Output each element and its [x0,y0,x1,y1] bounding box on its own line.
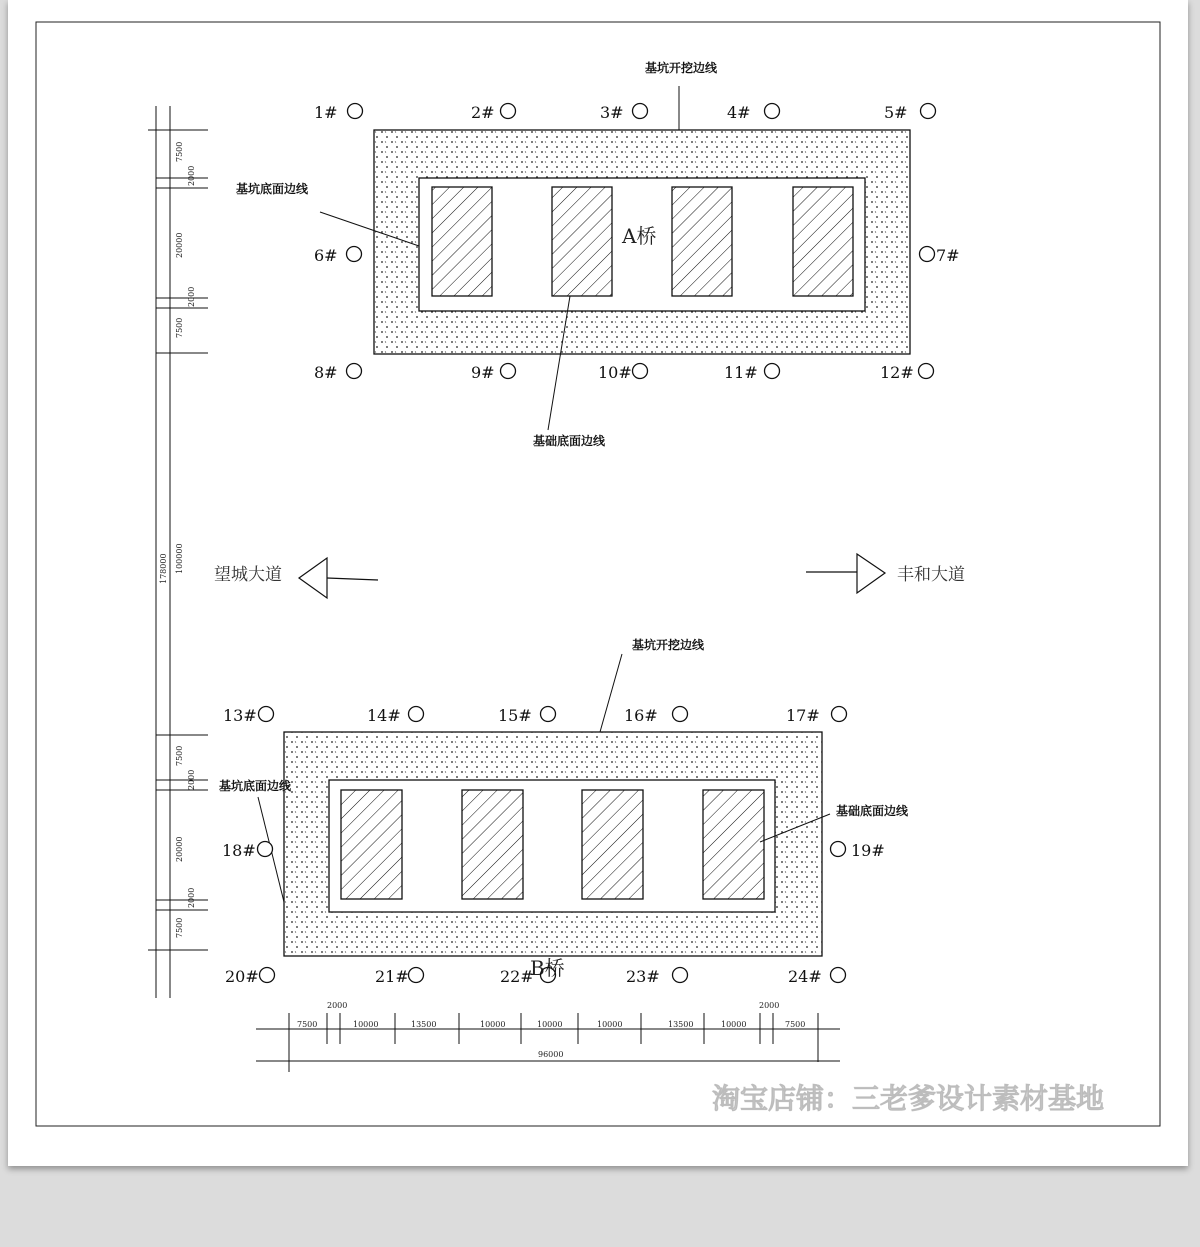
well-13-circle [259,707,274,722]
vdim-a5: 7500 [175,317,184,338]
well-label: 24# [788,967,822,986]
bridge-b-foundation-3 [582,790,643,899]
well-8-circle [347,364,362,379]
hdim-small-left: 2000 [327,1001,348,1010]
bridge-b-foundation-bottom-label: 基础底面边线 [836,804,909,818]
vdim-b5: 7500 [175,917,184,938]
vdim-total: 178000 [159,553,168,584]
well-18-circle [258,842,273,857]
bridge-a-plan [236,60,960,448]
well-12-circle [919,364,934,379]
hdim-3: 13500 [411,1020,437,1029]
well-label: 13# [223,706,257,725]
well-label: 22# [500,967,534,986]
well-label: 1# [314,103,338,122]
well-5-circle [921,104,936,119]
hdim-6: 10000 [597,1020,623,1029]
roads [214,554,965,598]
well-label: 4# [727,103,751,122]
hdim-small-right: 2000 [759,1001,780,1010]
watermark: 淘宝店铺：三老爹设计素材基地 [712,1082,1105,1115]
vertical-dimension-chain [148,106,208,998]
well-label: 12# [880,363,914,382]
bridge-a-title: A桥 [622,224,657,248]
road-right-label: 丰和大道 [897,565,965,585]
bridge-a-foundation-bottom-label: 基础底面边线 [533,434,606,448]
well-label: 10# [598,363,632,382]
hdim-9: 7500 [785,1020,806,1029]
hdim-7: 13500 [668,1020,694,1029]
well-label: 23# [626,967,660,986]
vdim-b2: 2000 [187,769,196,790]
bridge-a-foundation-2 [552,187,612,296]
well-4-circle [765,104,780,119]
well-2-circle [501,104,516,119]
well-10-circle [633,364,648,379]
well-20-circle [260,968,275,983]
well-1-circle [348,104,363,119]
well-label: 9# [471,363,495,382]
well-label: 17# [786,706,820,725]
bridge-a-foundation-4 [793,187,853,296]
well-label: 21# [375,967,409,986]
bridge-b-foundation-2 [462,790,523,899]
well-label: 6# [314,246,338,265]
well-label: 5# [884,103,908,122]
well-19-circle [831,842,846,857]
well-7-circle [920,247,935,262]
hdim-4: 10000 [480,1020,506,1029]
hdim-2: 10000 [353,1020,379,1029]
road-left-label: 望城大道 [214,565,282,585]
well-16-circle [673,707,688,722]
well-21-circle [409,968,424,983]
well-14-circle [409,707,424,722]
well-23-circle [673,968,688,983]
well-label: 16# [624,706,658,725]
well-9-circle [501,364,516,379]
vdim-a4: 2000 [187,286,196,307]
well-17-circle [832,707,847,722]
bridge-b-plan [219,637,909,986]
well-3-circle [633,104,648,119]
well-label: 11# [724,363,758,382]
vdim-a2: 2000 [187,165,196,186]
well-label: 19# [851,841,885,860]
well-label: 20# [225,967,259,986]
bridge-b-pit-bottom-label: 基坑底面边线 [219,779,292,793]
hdim-5: 10000 [537,1020,563,1029]
hdim-1: 7500 [297,1020,318,1029]
vdim-b1: 7500 [175,745,184,766]
well-24-circle [831,968,846,983]
bridge-a-excavation-label: 基坑开挖边线 [645,61,718,75]
well-6-circle [347,247,362,262]
vdim-b4: 2000 [187,887,196,908]
bridge-b-foundation-4 [703,790,764,899]
well-label: 7# [936,246,960,265]
bridge-b-excavation-label: 基坑开挖边线 [632,638,705,652]
hdim-total: 96000 [538,1050,564,1059]
arrow-right-icon [857,554,885,593]
hdim-8: 10000 [721,1020,747,1029]
well-label: 15# [498,706,532,725]
vdim-a3: 20000 [175,232,184,258]
arrow-left-icon [299,558,327,598]
bridge-a-pit-bottom-label: 基坑底面边线 [236,182,309,196]
vdim-b3: 20000 [175,836,184,862]
well-label: 2# [471,103,495,122]
bridge-a-foundation-3 [672,187,732,296]
vdim-mid: 100000 [175,543,184,574]
bridge-a-foundation-1 [432,187,492,296]
well-11-circle [765,364,780,379]
bridge-b-title: B桥 [530,956,565,980]
well-label: 14# [367,706,401,725]
well-label: 8# [314,363,338,382]
vdim-a1: 7500 [175,141,184,162]
well-15-circle [541,707,556,722]
bridge-b-foundation-1 [341,790,402,899]
well-label: 18# [222,841,256,860]
well-label: 3# [600,103,624,122]
horizontal-dimension-chain [256,1001,840,1072]
